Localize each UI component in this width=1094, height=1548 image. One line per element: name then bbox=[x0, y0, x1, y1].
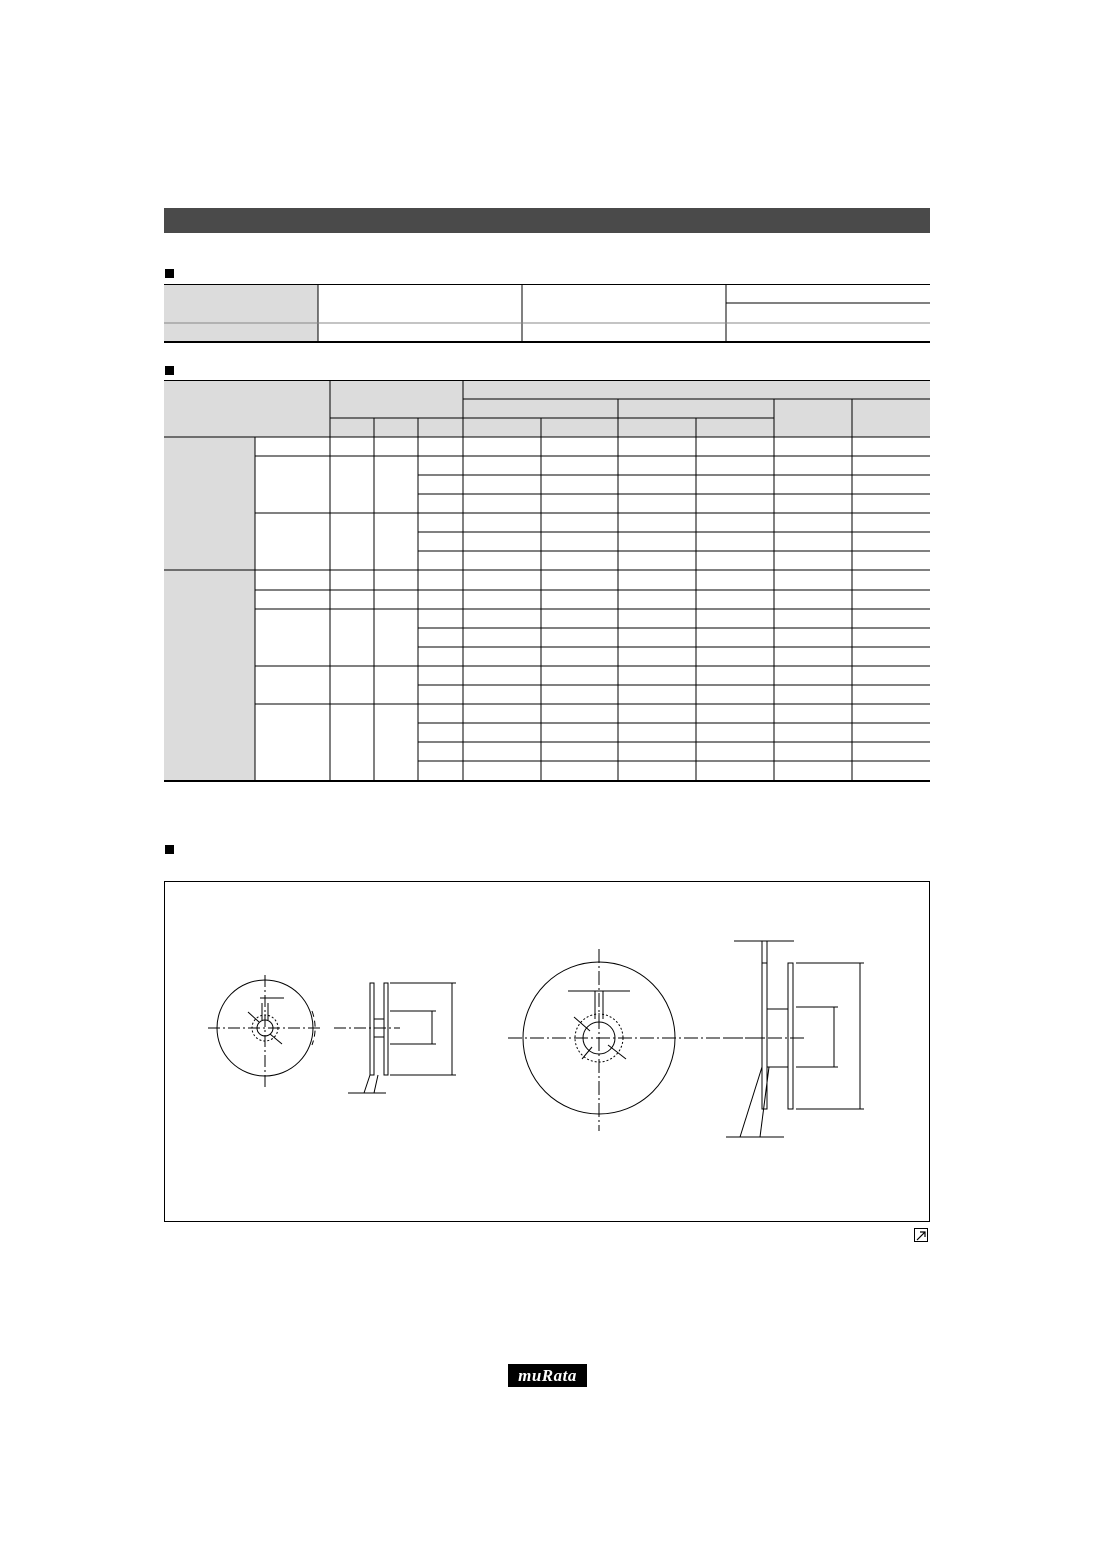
small-reel-front-view bbox=[208, 975, 322, 1089]
external-link-icon[interactable] bbox=[914, 1228, 928, 1242]
large-reel-side-view bbox=[724, 941, 864, 1137]
table-1 bbox=[164, 284, 930, 344]
large-reel-front-view bbox=[508, 949, 764, 1131]
reel-drawing bbox=[164, 881, 930, 1222]
small-reel-side-view bbox=[334, 983, 456, 1093]
header-banner bbox=[164, 208, 930, 233]
murata-logo: muRata bbox=[508, 1364, 587, 1387]
table-2 bbox=[164, 380, 930, 785]
section-marker-2 bbox=[165, 366, 174, 375]
section-marker-1 bbox=[165, 269, 174, 278]
table-1-header-cell-gray bbox=[164, 284, 318, 342]
section-marker-3 bbox=[165, 845, 174, 854]
